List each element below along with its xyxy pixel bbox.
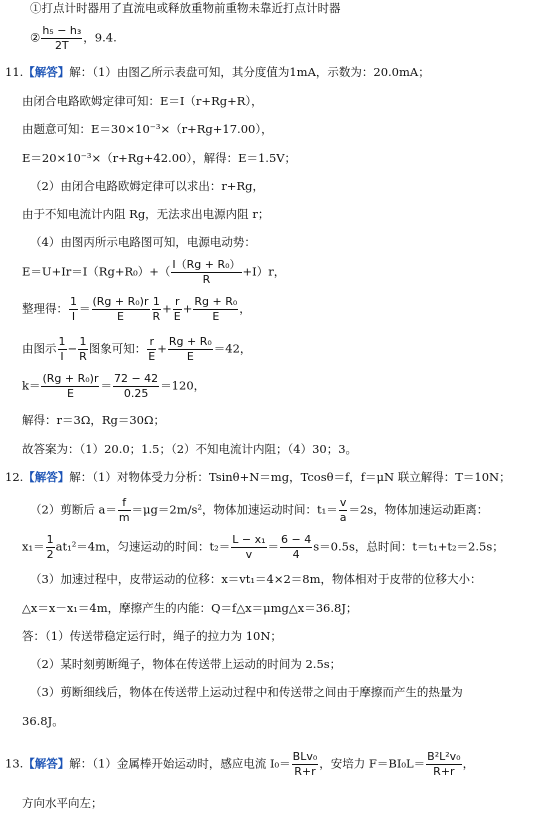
question-11-line-3: 由题意可知：E＝30×10⁻³×（r+Rg+17.00），	[22, 122, 273, 136]
question-11-line-7: （4）由图丙所示电路图可知，电源电动势：	[30, 235, 256, 249]
answer-tag: 【解答】	[23, 470, 70, 484]
question-11-equation-3: 由图示 $\frac{1}{I}$ − $\frac{1}{R}$ 图象可知： $\frac{r}{E}$ + $\frac{\text{Rg + R₀}}{E}$ ＝42，	[22, 335, 252, 363]
question-11-line-1: 11.【解答】解：（1）由图乙所示表盘可知，其分度值为1mA，示数为：20.0mA；	[5, 65, 430, 79]
question-12-line-6: 答：（1）传送带稳定运行时，绳子的拉力为 10N；	[22, 629, 282, 643]
answer-tag: 【解答】	[23, 756, 70, 771]
question-11-line-6: 由于不知电流计内阻 Rg，无法求出电源内阻 r；	[22, 207, 270, 221]
question-11-equation-1: E＝U+Ir＝I（Rg+R₀）+（ $\frac{\text{I（Rg + R₀）}}{R}$ +I）r，	[22, 258, 286, 286]
question-13-line-2: 方向水平向左；	[22, 796, 103, 810]
question-number: 13.	[5, 756, 24, 771]
question-12-line-7: （2）某时刻剪断绳子，物体在传送带上运动的时间为 2.5s；	[30, 657, 342, 671]
answer-line-2: ② $\frac{\text{h₅ − h₃}}{2T}$ ，9.4.	[30, 24, 117, 52]
question-number: 11.	[5, 65, 24, 79]
question-11-equation-2: 整理得： $\frac{1}{I}$ ＝ $\frac{\text{(Rg + R₀)r}}{E}$ $\frac{1}{R}$ + $\frac{r}{E}$ + $\frac{\text{Rg + R₀}}{E}$ ，	[22, 295, 251, 323]
question-11-line-2: 由闭合电路欧姆定律可知：E＝I（r+Rg+R），	[22, 94, 263, 108]
question-11-line-4: E＝20×10⁻³×（r+Rg+42.00），解得：E＝1.5V；	[22, 151, 297, 165]
question-11-equation-4: k＝ $\frac{\text{(Rg + R₀)r}}{E}$ ＝ $\frac{72 - 42}{0.25}$ ＝120，	[22, 372, 206, 400]
question-12-line-3: x₁＝ $\frac{1}{2}$ at₁²＝4m，匀速运动的时间：t₂＝ $\frac{\text{L − x₁}}{v}$ ＝ $\frac{6 - 4}{4}$ s＝0.5s，总时间：t＝t₁+t₂＝2.5s；	[22, 533, 504, 561]
question-11-line-12: 解得：r＝3Ω，Rg＝30Ω；	[22, 413, 166, 427]
fraction: $\frac{\text{h₅ − h₃}}{2T}$	[42, 24, 82, 52]
question-13-line-1: 13.【解答】解：（1）金属棒开始运动时，感应电流 I₀＝ $\frac{\text{BLv₀}}{R+r}$ ，安培力 F＝BI₀L＝ $\frac{\text{B²L²v₀}}{R+r}$ ，	[5, 750, 475, 778]
question-11-final-answer: 故答案为：（1）20.0；1.5；（2）不知电流计内阻；（4）30；3。	[22, 442, 358, 456]
question-12-line-8: （3）剪断细线后，物体在传送带上运动过程中和传送带之间由于摩擦而产生的热量为	[30, 685, 463, 699]
question-number: 12.	[5, 470, 24, 484]
question-11-line-5: （2）由闭合电路欧姆定律可以求出：r+Rg，	[30, 179, 264, 193]
question-12-line-5: △x＝x－x₁＝4m，摩擦产生的内能：Q＝f△x＝μmg△x＝36.8J；	[22, 601, 358, 615]
question-12-line-2: （2）剪断后 a＝ $\frac{f}{m}$ ＝μg＝2m/s²，物体加速运动时间：t₁＝ $\frac{v}{a}$ ＝2s，物体加速运动距离：	[30, 496, 489, 524]
circled-number: ②	[30, 30, 41, 45]
question-12-line-4: （3）加速过程中，皮带运动的位移：x＝vt₁＝4×2＝8m，物体相对于皮带的位移大小：	[30, 572, 482, 586]
answer-line-1: ①打点计时器用了直流电或释放重物前重物未靠近打点计时器	[30, 1, 341, 15]
answer-tag: 【解答】	[23, 65, 70, 79]
question-12-line-9: 36.8J。	[22, 714, 64, 728]
question-12-line-1: 12.【解答】解：（1）对物体受力分析：Tsinθ+N＝mg，Tcosθ＝f，f＝μN 联立解得：T＝10N；	[5, 470, 511, 484]
